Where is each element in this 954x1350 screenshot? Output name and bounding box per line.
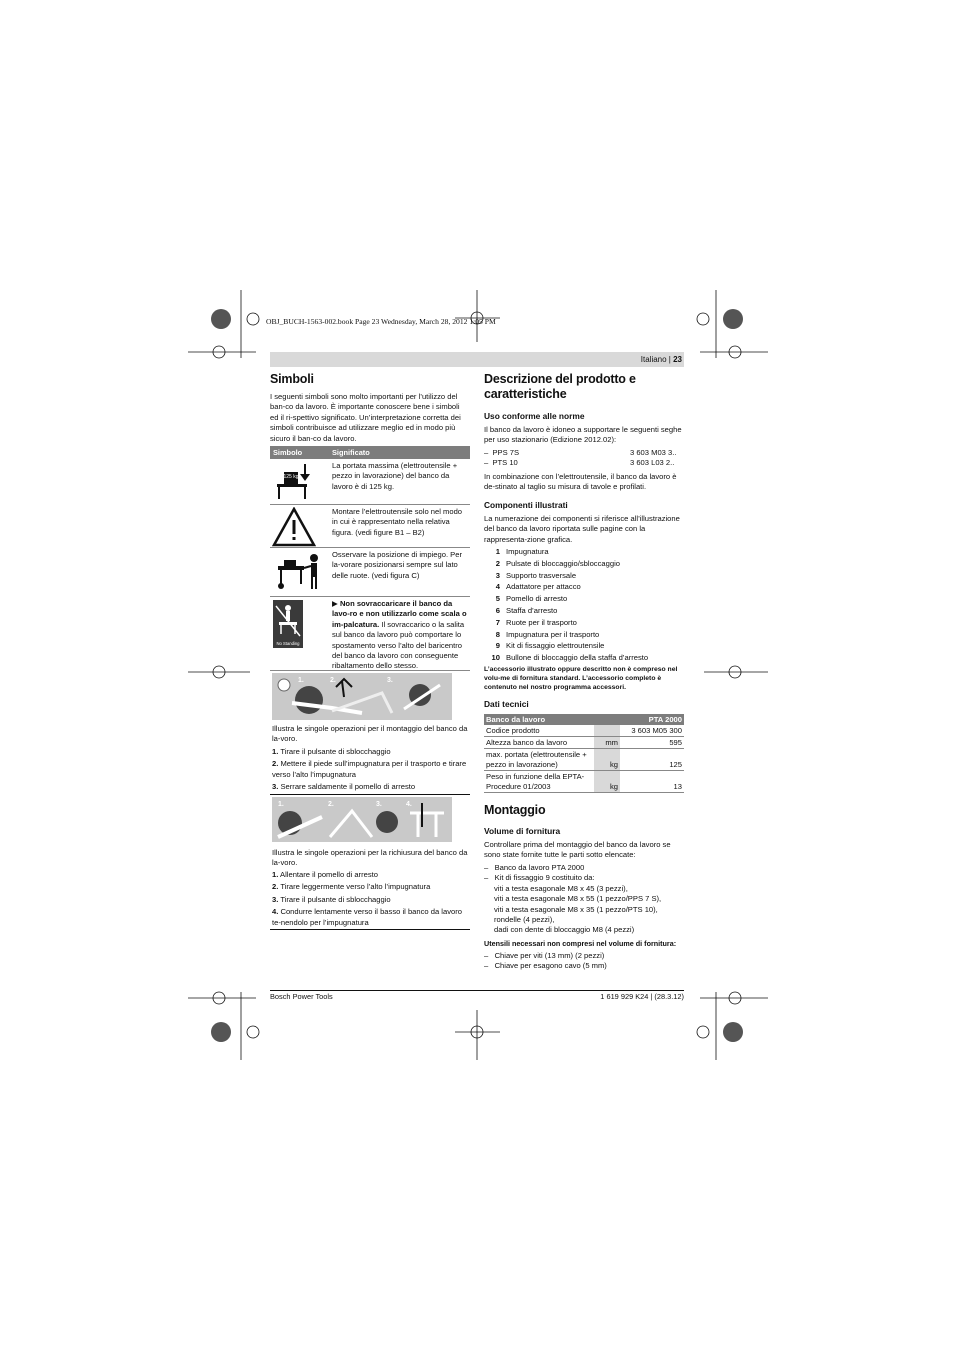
symbol-table-header <box>270 446 470 459</box>
assembly-step: 3. Serrare saldamente il pomello di arresto <box>272 782 416 792</box>
symbol-row-4-rest: Il sovraccarico o la salita sul banco da lavoro può comportare lo spostamento verso l’alto del baricentro del banco da lavoro con conseguente ribaltamento dello stesso. <box>332 619 465 671</box>
closing-fig-label-1: 1. <box>278 801 284 808</box>
section-title-simboli: Simboli <box>270 372 314 386</box>
volume-text: Controllare prima del montaggio del banco da lavoro se sono state fornite tutte le parti sotto elencate: <box>484 840 671 860</box>
divider <box>270 794 470 795</box>
closing-drawing <box>272 797 452 842</box>
symbol-row-4-text <box>332 599 468 672</box>
closing-steps <box>272 870 470 930</box>
component-item: 6 Staffa d’arresto <box>495 605 558 615</box>
assembly-fig-label-2: 2. <box>330 677 336 684</box>
page-number: 23 <box>673 355 682 364</box>
section-title-montaggio: Montaggio <box>484 803 546 817</box>
tech-data-row: Codice prodotto 3 603 M05 300 <box>486 726 682 735</box>
tools-list <box>484 951 684 972</box>
assembly-step: 2. Mettere il piede sull’impugnatura per il trasporto e tirare verso l’alto l’impugnatura <box>272 759 467 779</box>
no-standing-icon <box>273 600 303 648</box>
closing-fig-label-2: 2. <box>328 801 334 808</box>
components-list <box>484 546 684 664</box>
symbol-row-2-text: Montare l’elettroutensile solo nel modo in cui è rappresentato nella relativa figura. (vedi figure B1 – B2) <box>332 507 463 537</box>
section-title-descrizione: Descrizione del prodotto e caratteristiche <box>484 372 636 401</box>
footer-rule <box>270 990 684 991</box>
combo-text: In combinazione con l’elettroutensile, il banco da lavoro è de-stinato al taglio su misura di tavole e profilati. <box>484 472 677 492</box>
subtitle-componenti: Componenti illustrati <box>484 500 568 510</box>
assembly-step: 1. Tirare il pulsante di sblocchaggio <box>272 747 391 756</box>
comp-text: La numerazione dei componenti si riferisce all’illustrazione del banco da lavoro riportata sulle pagine con la rappresenta-zione grafica. <box>484 514 680 544</box>
kit-line: viti a testa esagonale M8 x 55 (1 pezzo/PPS 7 S), <box>494 894 662 904</box>
divider <box>270 929 470 930</box>
component-item: 8 Impugnatura per il trasporto <box>495 629 600 639</box>
assembly-illustration <box>272 673 452 720</box>
footer-right: 1 619 929 K24 | (28.3.12) <box>600 992 684 1001</box>
closing-step: 1. Allentare il pomello di arresto <box>272 870 378 879</box>
accessory-note: L’accessorio illustrato oppure descritto non è compreso nel volu-me di fornitura standard. L’accessorio completo è contenuto nel nostro programma accessori. <box>484 666 678 691</box>
warning-triangle-icon <box>272 507 316 547</box>
symbol-row-position <box>270 548 470 597</box>
closing-step: 3. Tirare il pulsante di sblocchaggio <box>272 894 391 904</box>
closing-illustration <box>272 797 452 842</box>
assembly-fig-label-1: 1. <box>298 677 304 684</box>
tech-data-header: Banco da lavoro PTA 2000 <box>486 715 682 724</box>
closing-step: 2. Tirare leggermente verso l’alto l’impugnatura <box>272 882 431 892</box>
arrow-icon: ▶ <box>332 599 340 608</box>
saw-item: – PPS 7S 3 603 M03 3.. <box>484 448 677 457</box>
weight-icon <box>275 462 315 500</box>
symbol-row-weight <box>270 459 470 505</box>
operator-position-icon <box>272 550 324 594</box>
symbol-row-warning <box>270 505 470 548</box>
saw-item: – PTS 10 3 603 L03 2.. <box>484 458 675 468</box>
component-item: 5 Pomello di arresto <box>495 594 568 604</box>
simboli-intro: I seguenti simboli sono molto importanti per l’utilizzo del ban-co da lavoro. È importante conoscere bene i simboli ed il ri-spettivo significato. Un’interpretazione corretta dei simboli contribuisce ad utilizzare meglio ed in modo più sicuro il ban-co da lavoro. <box>270 392 461 443</box>
subtitle-dati: Dati tecnici <box>484 699 529 709</box>
component-item: 7 Ruote per il trasporto <box>495 617 577 627</box>
component-item: 1 Impugnatura <box>495 547 549 556</box>
symbol-row-3-text: Osservare la posizione di impiego. Per la-vorare posizionarsi sempre sul lato delle ruote. (vedi figura C) <box>332 550 462 580</box>
tech-data-row: max. portata (elettroutensile + pezzo in lavorazione) kg 125 <box>486 750 682 769</box>
kit-line: dadi con dente di bloccaggio M8 (4 pezzi) <box>494 925 635 935</box>
assembly-steps <box>272 747 470 795</box>
component-item: 9 Kit di fissaggio elettroutensile <box>495 641 605 651</box>
component-item: 4 Adattatore per attacco <box>495 582 581 592</box>
tool-item: – Chiave per esagono cavo (5 mm) <box>484 961 607 971</box>
tech-data-table <box>484 714 684 793</box>
component-item: 10 Bullone di bloccaggio della staffa d’arresto <box>491 653 649 663</box>
subtitle-volume: Volume di fornitura <box>484 826 561 836</box>
footer-left: Bosch Power Tools <box>270 992 333 1001</box>
assembly-drawing <box>272 673 452 720</box>
header-bar <box>270 352 684 367</box>
assembly-intro: Illustra le singole operazioni per il montaggio del banco da la-voro. <box>272 724 468 744</box>
symbol-row-4-bold: Non sovraccaricare il banco da lavo-ro e non utilizzarlo come scala o im-palcatura. <box>332 599 467 629</box>
col-symbol: Simbolo <box>273 448 303 457</box>
header-language: Italiano <box>640 355 667 364</box>
closing-fig-label-3: 3. <box>376 801 382 808</box>
no-standing-label: No Standing <box>276 641 300 646</box>
tech-data-row: Altezza banco da lavoro mm 595 <box>486 738 682 747</box>
volume-item: – Banco da lavoro PTA 2000 <box>484 863 585 872</box>
symbol-row-nostanding <box>270 597 470 671</box>
tool-item: – Chiave per viti (13 mm) (2 pezzi) <box>484 951 605 960</box>
col-meaning: Significato <box>332 448 370 457</box>
volume-list <box>484 863 684 936</box>
kit-line: viti a testa esagonale M8 x 35 (1 pezzo/PTS 10), <box>494 904 658 914</box>
weight-label: 125 kg <box>283 474 299 480</box>
assembly-fig-label-3: 3. <box>387 677 393 684</box>
closing-step: 4. Condurre lentamente verso il basso il banco da lavoro te-nendolo per l’impugnatura <box>272 907 462 927</box>
tools-title: Utensili necessari non compresi nel volume di fornitura: <box>484 939 677 948</box>
closing-intro: Illustra le singole operazioni per la richiusura del banco da la-voro. <box>272 848 468 868</box>
component-item: 3 Supporto trasversale <box>495 570 577 580</box>
page-header: Italiano | 23 <box>640 355 682 364</box>
symbol-row-1-text: La portata massima (elettroutensile + pezzo in lavorazione) del banco da lavoro è di 125 kg. <box>332 461 458 491</box>
uso-text: Il banco da lavoro è idoneo a supportare le seguenti seghe per uso stazionario (Edizione 2012.02): <box>484 425 682 445</box>
kit-line: viti a testa esagonale M8 x 45 (3 pezzi), <box>494 883 628 893</box>
component-item: 2 Pulsate di bloccaggio/sbloccaggio <box>495 558 620 568</box>
subtitle-uso: Uso conforme alle norme <box>484 411 585 421</box>
closing-fig-label-4: 4. <box>406 801 412 808</box>
saws-list <box>484 448 684 469</box>
kit-line: rondelle (4 pezzi), <box>494 915 555 925</box>
tech-data-row: Peso in funzione della EPTA-Procedure 01/2003 kg 13 <box>486 772 682 791</box>
book-info-line: OBJ_BUCH-1563-002.book Page 23 Wednesday, March 28, 2012 1:05 PM <box>266 317 496 326</box>
volume-item: – Kit di fissaggio 9 costituito da: <box>484 873 595 883</box>
